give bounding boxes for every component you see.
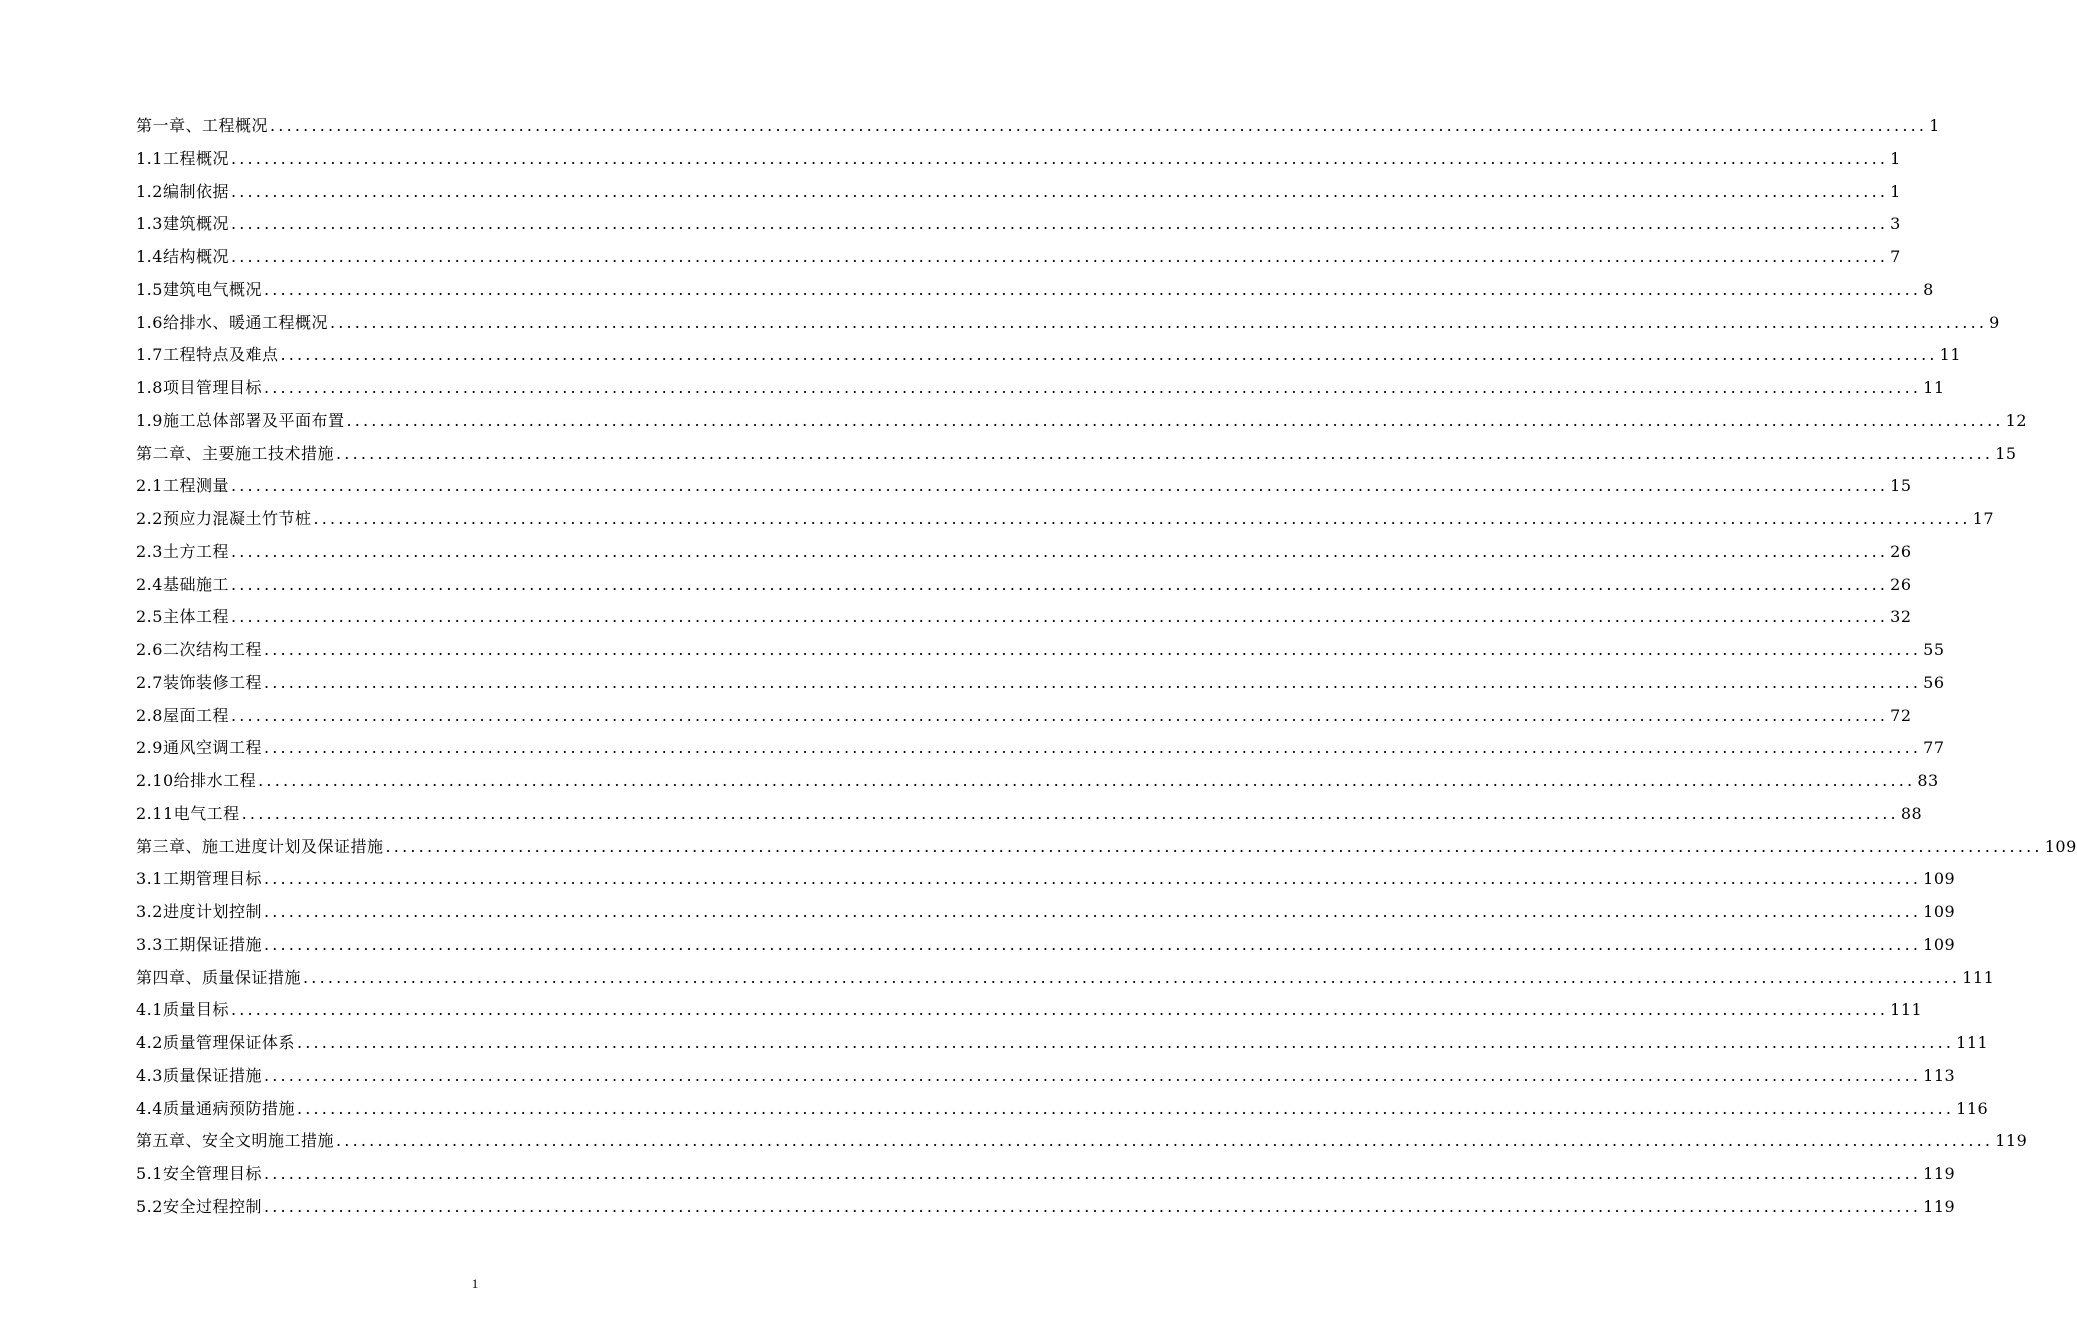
toc-dot-leader: ........................................................................................................................................................................................................ xyxy=(263,902,1922,921)
toc-entry[interactable] xyxy=(136,405,2027,438)
toc-entry-title: 第四章、质量保证措施 xyxy=(136,967,302,987)
toc-entry[interactable] xyxy=(136,503,1994,536)
toc-dot-leader: ........................................................................................................................................................................................................ xyxy=(263,869,1922,889)
toc-entry-page: 83 xyxy=(1917,771,1939,790)
toc-dot-leader: ........................................................................................................................................................................................................ xyxy=(329,312,1988,332)
toc-entry-page: 119 xyxy=(1923,1196,1956,1216)
toc-dot-leader: ........................................................................................................................................................................................................ xyxy=(303,967,1961,987)
toc-entry[interactable] xyxy=(136,438,2017,471)
toc-entry-title: 5.2安全过程控制 xyxy=(136,1196,262,1216)
toc-entry[interactable] xyxy=(136,143,1901,176)
toc-dot-leader: ........................................................................................................................................................................................................ xyxy=(263,738,1922,758)
toc-entry-page: 26 xyxy=(1890,541,1912,561)
toc-entry-title: 第五章、安全文明施工措施 xyxy=(136,1131,335,1151)
toc-entry-page: 8 xyxy=(1923,279,1934,299)
toc-entry-page: 77 xyxy=(1923,738,1945,758)
toc-entry[interactable] xyxy=(136,274,1934,307)
toc-dot-leader: ........................................................................................................................................................................................................ xyxy=(230,181,1889,201)
toc-entry-page: 88 xyxy=(1900,803,1923,823)
toc-dot-leader: ........................................................................................................................................................................................................ xyxy=(263,1065,1922,1085)
toc-entry[interactable] xyxy=(136,569,1912,602)
toc-entry-page: 15 xyxy=(1890,476,1912,496)
toc-dot-leader: ........................................................................................................................................................................................................ xyxy=(230,148,1889,168)
toc-entry-page: 1 xyxy=(1890,148,1901,168)
toc-entry-page: 113 xyxy=(1923,1065,1956,1085)
toc-entry-title: 第三章、施工进度计划及保证措施 xyxy=(136,836,384,856)
toc-entry-page: 116 xyxy=(1956,1098,1989,1118)
toc-dot-leader: ........................................................................................................................................................................................................ xyxy=(263,279,1922,299)
toc-dot-leader: ........................................................................................................................................................................................................ xyxy=(230,247,1889,266)
toc-entry[interactable] xyxy=(136,372,1945,405)
toc-dot-leader: ........................................................................................................................................................................................................ xyxy=(270,116,1928,135)
toc-dot-leader: ........................................................................................................................................................................................................ xyxy=(336,1131,1994,1151)
toc-entry[interactable] xyxy=(136,863,1956,896)
toc-dot-leader: ........................................................................................................................................................................................................ xyxy=(263,672,1922,692)
toc-entry-title: 2.6二次结构工程 xyxy=(136,640,262,659)
toc-dot-leader: ........................................................................................................................................................................................................ xyxy=(296,1033,1955,1052)
toc-dot-leader: ........................................................................................................................................................................................................ xyxy=(230,1000,1889,1020)
toc-entry-page: 56 xyxy=(1923,672,1945,692)
toc-entry[interactable] xyxy=(136,765,1939,798)
toc-entry-title: 2.5主体工程 xyxy=(136,607,229,627)
table-of-contents xyxy=(136,110,2077,1224)
toc-entry[interactable] xyxy=(136,241,1901,274)
toc-entry-page: 17 xyxy=(1972,509,1994,528)
toc-entry[interactable] xyxy=(136,929,1956,962)
toc-entry-page: 1 xyxy=(1929,116,1940,135)
toc-entry[interactable] xyxy=(136,1191,1956,1224)
toc-entry[interactable] xyxy=(136,634,1945,667)
toc-entry-page: 109 xyxy=(1923,902,1956,921)
toc-entry[interactable] xyxy=(136,732,1945,765)
toc-entry-page: 11 xyxy=(1939,345,1961,365)
toc-dot-leader: ........................................................................................................................................................................................................ xyxy=(313,509,1971,528)
toc-entry-title: 2.4基础施工 xyxy=(136,574,229,594)
toc-dot-leader: ........................................................................................................................................................................................................ xyxy=(263,934,1922,954)
toc-dot-leader: ........................................................................................................................................................................................................ xyxy=(230,476,1889,496)
toc-dot-leader: ........................................................................................................................................................................................................ xyxy=(230,541,1889,561)
toc-entry-page: 119 xyxy=(1995,1131,2028,1151)
toc-entry-title: 2.11电气工程 xyxy=(136,803,240,823)
toc-entry[interactable] xyxy=(136,896,1956,929)
toc-entry-title: 1.9施工总体部署及平面布置 xyxy=(136,410,345,430)
toc-entry[interactable] xyxy=(136,1093,1989,1126)
toc-entry-title: 5.1安全管理目标 xyxy=(136,1164,262,1183)
toc-entry-title: 2.9通风空调工程 xyxy=(136,738,262,758)
toc-entry[interactable] xyxy=(136,339,1961,372)
toc-entry-page: 15 xyxy=(1995,443,2017,463)
toc-entry-title: 3.3工期保证措施 xyxy=(136,934,262,954)
toc-entry-title: 2.3土方工程 xyxy=(136,541,229,561)
toc-entry[interactable] xyxy=(136,307,2000,340)
toc-entry-page: 109 xyxy=(1923,934,1956,954)
toc-entry-page: 72 xyxy=(1890,705,1912,725)
toc-entry-page: 111 xyxy=(1956,1033,1989,1052)
toc-dot-leader: ........................................................................................................................................................................................................ xyxy=(280,345,1938,365)
toc-entry[interactable] xyxy=(136,700,1912,733)
toc-entry-title: 1.5建筑电气概况 xyxy=(136,279,262,299)
toc-entry-page: 111 xyxy=(1890,1000,1923,1020)
toc-entry-title: 3.1工期管理目标 xyxy=(136,869,262,889)
toc-entry[interactable] xyxy=(136,601,1912,634)
toc-entry-title: 2.2预应力混凝土竹节桩 xyxy=(136,509,312,528)
toc-entry[interactable] xyxy=(136,208,1901,241)
toc-dot-leader: ........................................................................................................................................................................................................ xyxy=(263,1196,1922,1216)
toc-entry-page: 3 xyxy=(1890,214,1901,234)
toc-entry[interactable] xyxy=(136,536,1912,569)
toc-dot-leader: ........................................................................................................................................................................................................ xyxy=(336,443,1994,463)
toc-entry-title: 3.2进度计划控制 xyxy=(136,902,262,921)
toc-entry-title: 1.4结构概况 xyxy=(136,247,229,266)
toc-entry-page: 7 xyxy=(1890,247,1901,266)
toc-entry-page: 1 xyxy=(1890,181,1901,201)
toc-dot-leader: ........................................................................................................................................................................................................ xyxy=(263,378,1922,397)
toc-dot-leader: ........................................................................................................................................................................................................ xyxy=(296,1098,1955,1118)
toc-entry-page: 111 xyxy=(1962,967,1995,987)
toc-entry-page: 119 xyxy=(1923,1164,1956,1183)
toc-dot-leader: ........................................................................................................................................................................................................ xyxy=(241,803,1899,823)
toc-entry-title: 2.1工程测量 xyxy=(136,476,229,496)
toc-entry-title: 4.2质量管理保证体系 xyxy=(136,1033,295,1052)
toc-entry-page: 12 xyxy=(2005,410,2027,430)
page-number: 1 xyxy=(471,1276,479,1291)
toc-entry-page: 55 xyxy=(1923,640,1945,659)
toc-entry-title: 第一章、工程概况 xyxy=(136,116,269,135)
toc-entry-title: 2.10给排水工程 xyxy=(136,771,257,790)
toc-entry-page: 109 xyxy=(2044,836,2077,856)
toc-entry-title: 1.2编制依据 xyxy=(136,181,229,201)
toc-entry-title: 2.7装饰装修工程 xyxy=(136,672,262,692)
toc-entry-title: 4.1质量目标 xyxy=(136,1000,229,1020)
toc-entry-title: 1.3建筑概况 xyxy=(136,214,229,234)
toc-entry[interactable] xyxy=(136,1027,1989,1060)
toc-entry[interactable] xyxy=(136,1060,1956,1093)
toc-entry-page: 26 xyxy=(1890,574,1912,594)
toc-entry-title: 1.6给排水、暖通工程概况 xyxy=(136,312,328,332)
toc-dot-leader: ........................................................................................................................................................................................................ xyxy=(263,1164,1922,1183)
toc-entry-title: 2.8屋面工程 xyxy=(136,705,229,725)
toc-dot-leader: ........................................................................................................................................................................................................ xyxy=(230,574,1889,594)
toc-entry-page: 109 xyxy=(1923,869,1956,889)
toc-entry-title: 1.1工程概况 xyxy=(136,148,229,168)
toc-entry-title: 第二章、主要施工技术措施 xyxy=(136,443,335,463)
toc-entry[interactable] xyxy=(136,1125,2028,1158)
toc-entry[interactable] xyxy=(136,667,1945,700)
toc-entry[interactable] xyxy=(136,962,1995,995)
toc-entry[interactable] xyxy=(136,994,1923,1027)
toc-entry[interactable] xyxy=(136,176,1901,209)
toc-entry-title: 1.8项目管理目标 xyxy=(136,378,262,397)
toc-entry-title: 4.4质量通病预防措施 xyxy=(136,1098,295,1118)
toc-dot-leader: ........................................................................................................................................................................................................ xyxy=(230,705,1889,725)
toc-dot-leader: ........................................................................................................................................................................................................ xyxy=(258,771,1916,790)
toc-entry[interactable] xyxy=(136,470,1912,503)
toc-entry[interactable] xyxy=(136,110,1940,143)
toc-dot-leader: ........................................................................................................................................................................................................ xyxy=(263,640,1922,659)
toc-entry[interactable] xyxy=(136,831,2077,864)
toc-entry[interactable] xyxy=(136,798,1923,831)
toc-entry-page: 32 xyxy=(1890,607,1912,627)
toc-dot-leader: ........................................................................................................................................................................................................ xyxy=(385,836,2043,856)
toc-entry[interactable] xyxy=(136,1158,1956,1191)
toc-entry-title: 1.7工程特点及难点 xyxy=(136,345,279,365)
toc-dot-leader: ........................................................................................................................................................................................................ xyxy=(230,214,1889,234)
toc-entry-page: 9 xyxy=(1989,312,2000,332)
toc-entry-page: 11 xyxy=(1923,378,1945,397)
toc-dot-leader: ........................................................................................................................................................................................................ xyxy=(346,410,2004,430)
toc-dot-leader: ........................................................................................................................................................................................................ xyxy=(230,607,1889,627)
toc-entry-title: 4.3质量保证措施 xyxy=(136,1065,262,1085)
